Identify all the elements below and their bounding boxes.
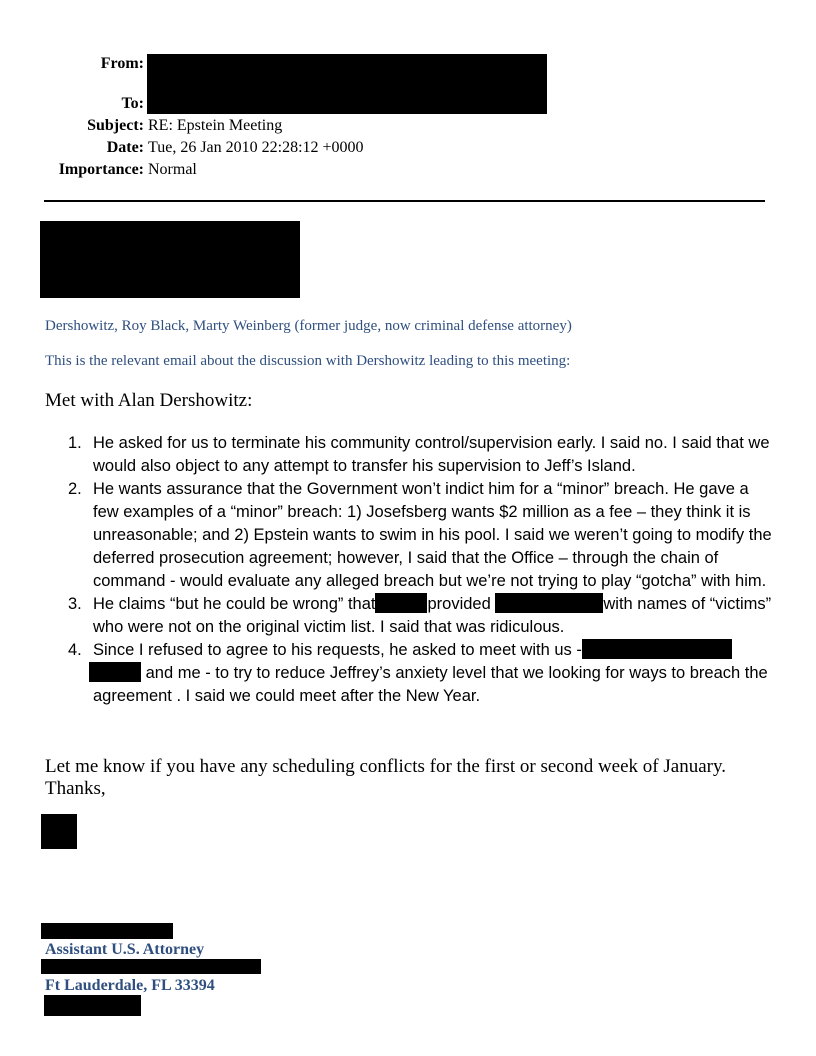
sender-name-redaction <box>41 923 173 939</box>
thanks-line: Thanks, <box>45 778 106 799</box>
importance-label: Importance: <box>58 161 144 178</box>
date-label: Date: <box>106 139 144 156</box>
list-item-number: 4. <box>68 641 82 659</box>
attendees-line: Dershowitz, Roy Black, Marty Weinberg (former judge, now criminal defense attorney) <box>45 318 572 334</box>
intro-line: Met with Alan Dershowitz: <box>45 390 253 411</box>
list-item-number: 1. <box>68 434 82 452</box>
meeting-points-list <box>68 432 776 708</box>
header-divider <box>44 200 765 202</box>
closing-line: Let me know if you have any scheduling conflicts for the first or second week of January. <box>45 756 726 777</box>
inline-redaction <box>89 662 141 682</box>
list-item <box>68 639 776 708</box>
subject-label: Subject: <box>87 117 144 134</box>
phone-redaction <box>44 995 141 1016</box>
sender-initials-redaction <box>41 814 77 849</box>
list-item-number: 2. <box>68 480 82 498</box>
from-to-redaction <box>147 54 547 114</box>
list-item-text-part: and me - to try to reduce Jeffrey’s anxiety level that we looking for ways to breach the agreement . I said we could meet after the New Year. <box>93 664 768 705</box>
list-item-text-part: provided <box>427 595 491 613</box>
importance-value: Normal <box>148 161 197 178</box>
inline-redaction <box>582 639 732 659</box>
signature-location: Ft Lauderdale, FL 33394 <box>45 977 215 994</box>
list-item-number: 3. <box>68 595 82 613</box>
list-item-text-part: Since I refused to agree to his requests, he asked to meet with us - <box>93 641 582 659</box>
inline-redaction <box>375 593 427 613</box>
body-top-redaction <box>40 221 300 298</box>
date-value: Tue, 26 Jan 2010 22:28:12 +0000 <box>148 139 364 156</box>
list-item <box>68 478 776 593</box>
inline-redaction <box>495 593 603 613</box>
signature-title: Assistant U.S. Attorney <box>45 941 205 958</box>
list-item <box>68 432 776 478</box>
list-item-text: He wants assurance that the Government won’t indict him for a “minor” breach. He gave a few examples of a “minor” breach: 1) Josefsberg wants $2 million as a fee – they think it is unreasonable; and 2) Epstein wants to swim in his pool. I said we weren’t going to modify the deferred prosecution agreement; however, I said that the Office – through the chain of command - would evaluate any alleged breach but we’re not trying to play “gotcha” with him. <box>93 480 772 590</box>
address-redaction <box>41 959 261 974</box>
list-item-text-part: He claims “but he could be wrong” that <box>93 595 376 613</box>
list-item <box>68 593 776 639</box>
to-label: To: <box>121 95 144 112</box>
list-item-text: He asked for us to terminate his community control/supervision early. I said no. I said that we would also object to any attempt to transfer his supervision to Jeff’s Island. <box>93 434 770 475</box>
from-label: From: <box>100 55 144 72</box>
relevant-email-line: This is the relevant email about the discussion with Dershowitz leading to this meeting: <box>45 353 571 369</box>
subject-value: RE: Epstein Meeting <box>148 117 283 134</box>
list-item-text-part: with names of “victims” who were not on the original victim list. I said that was ridiculous. <box>93 595 772 636</box>
